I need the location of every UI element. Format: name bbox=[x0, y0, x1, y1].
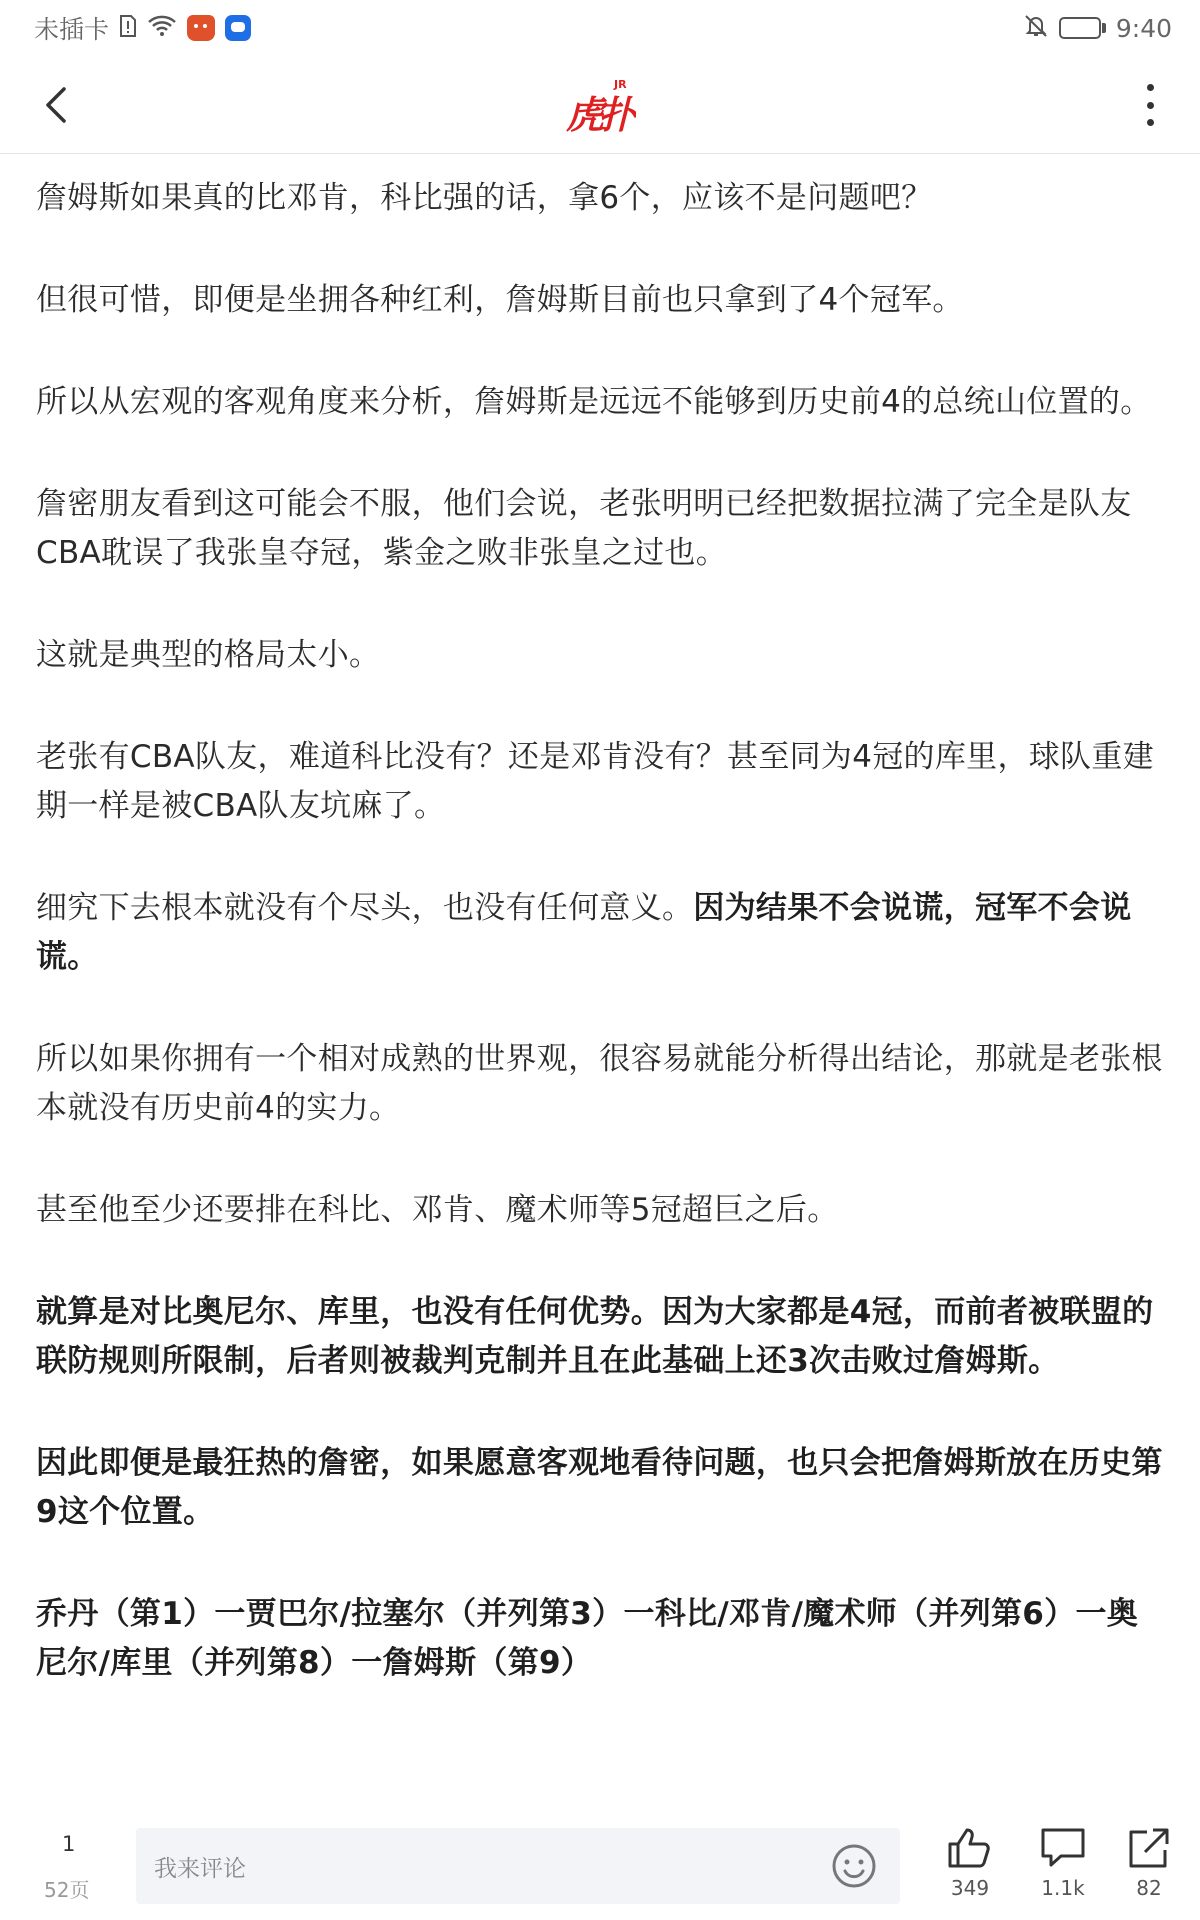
share-button[interactable] bbox=[1114, 1826, 1184, 1900]
article-paragraph bbox=[36, 276, 1166, 325]
logo-badge: JR bbox=[614, 78, 627, 91]
more-vertical-icon[interactable] bbox=[1130, 80, 1170, 130]
comment-icon bbox=[1039, 1826, 1087, 1870]
article-paragraph bbox=[36, 378, 1166, 427]
nav-bar bbox=[0, 56, 1200, 154]
share-icon bbox=[1125, 1826, 1173, 1870]
like-count: 349 bbox=[950, 1876, 990, 1900]
article-paragraph bbox=[36, 1186, 1166, 1235]
logo-text: 虎扑 bbox=[566, 93, 631, 136]
sim-alert-icon bbox=[119, 14, 137, 42]
article-body bbox=[36, 154, 1166, 1814]
blue-app-icon bbox=[225, 15, 251, 41]
bold-text: 因此即便是最狂热的詹密，如果愿意客观地看待问题，也只会把詹姆斯放在历史第9这个位置。 bbox=[36, 1445, 1163, 1530]
paragraph-text: 詹姆斯如果真的比邓肯，科比强的话，拿6个，应该不是问题吧？ bbox=[36, 180, 933, 216]
page-current[interactable]: 1 bbox=[62, 1832, 76, 1856]
paragraph-text: 细究下去根本就没有个尽头，也没有任何意义。 bbox=[36, 890, 694, 926]
page-total[interactable]: 52页 bbox=[44, 1878, 90, 1902]
paragraph-text: 但很可惜，即便是坐拥各种红利，詹姆斯目前也只拿到了4个冠军。 bbox=[36, 282, 964, 318]
article-paragraph bbox=[36, 1439, 1166, 1537]
chevron-left-icon[interactable] bbox=[34, 82, 80, 128]
paragraph-text: 所以从宏观的客观角度来分析，詹姆斯是远远不能够到历史前4的总统山位置的。 bbox=[36, 384, 1152, 420]
clock-text: 9:40 bbox=[1115, 13, 1172, 43]
status-bar-right bbox=[1023, 13, 1172, 43]
article-paragraph bbox=[36, 733, 1166, 831]
comment-button[interactable] bbox=[1028, 1826, 1098, 1900]
battery-icon bbox=[1059, 17, 1106, 39]
mute-bell-icon bbox=[1023, 13, 1049, 43]
article-paragraph bbox=[36, 1590, 1166, 1688]
status-bar-left bbox=[34, 10, 251, 46]
thumbs-up-icon bbox=[946, 1826, 994, 1870]
comment-placeholder: 我来评论 bbox=[154, 1855, 246, 1882]
bold-text: 因为结果不会说谎，冠军不会说谎。 bbox=[36, 890, 1132, 975]
bold-text: 乔丹（第1）一贾巴尔/拉塞尔（并列第3）一科比/邓肯/魔术师（并列第6）一奥尼尔/库里（并列第8）一詹姆斯（第9） bbox=[36, 1596, 1139, 1681]
comment-count: 1.1k bbox=[1041, 1876, 1085, 1900]
article-paragraph bbox=[36, 1035, 1166, 1133]
article-paragraph bbox=[36, 631, 1166, 680]
comment-input[interactable] bbox=[136, 1828, 900, 1904]
article-paragraph bbox=[36, 884, 1166, 982]
wifi-icon bbox=[147, 14, 177, 42]
article-paragraph bbox=[36, 480, 1166, 578]
carrier-text: 未插卡 bbox=[34, 15, 110, 44]
paragraph-text: 所以如果你拥有一个相对成熟的世界观，很容易就能分析得出结论，那就是老张根本就没有历史前4的实力。 bbox=[36, 1041, 1163, 1126]
emoji-icon[interactable] bbox=[830, 1842, 878, 1890]
bold-text: 就算是对比奥尼尔、库里，也没有任何优势。因为大家都是4冠，而前者被联盟的联防规则所限制，后者则被裁判克制并且在此基础上还3次击败过詹姆斯。 bbox=[36, 1294, 1154, 1379]
paragraph-text: 这就是典型的格局太小。 bbox=[36, 637, 381, 673]
paragraph-text: 老张有CBA队友，难道科比没有？还是邓肯没有？甚至同为4冠的库里，球队重建期一样是被CBA队友坑麻了。 bbox=[36, 739, 1154, 824]
status-bar bbox=[0, 0, 1200, 56]
paragraph-text: 甚至他至少还要排在科比、邓肯、魔术师等5冠超巨之后。 bbox=[36, 1192, 839, 1228]
bottom-bar bbox=[0, 1814, 1200, 1920]
article-paragraph bbox=[36, 174, 1166, 223]
red-app-icon bbox=[187, 15, 215, 41]
share-count: 82 bbox=[1136, 1876, 1162, 1900]
hupu-logo bbox=[564, 74, 636, 136]
like-button[interactable] bbox=[935, 1826, 1005, 1900]
paragraph-text: 詹密朋友看到这可能会不服，他们会说，老张明明已经把数据拉满了完全是队友CBA耽误了我张皇夺冠，紫金之败非张皇之过也。 bbox=[36, 486, 1132, 571]
article-paragraph bbox=[36, 1288, 1166, 1386]
